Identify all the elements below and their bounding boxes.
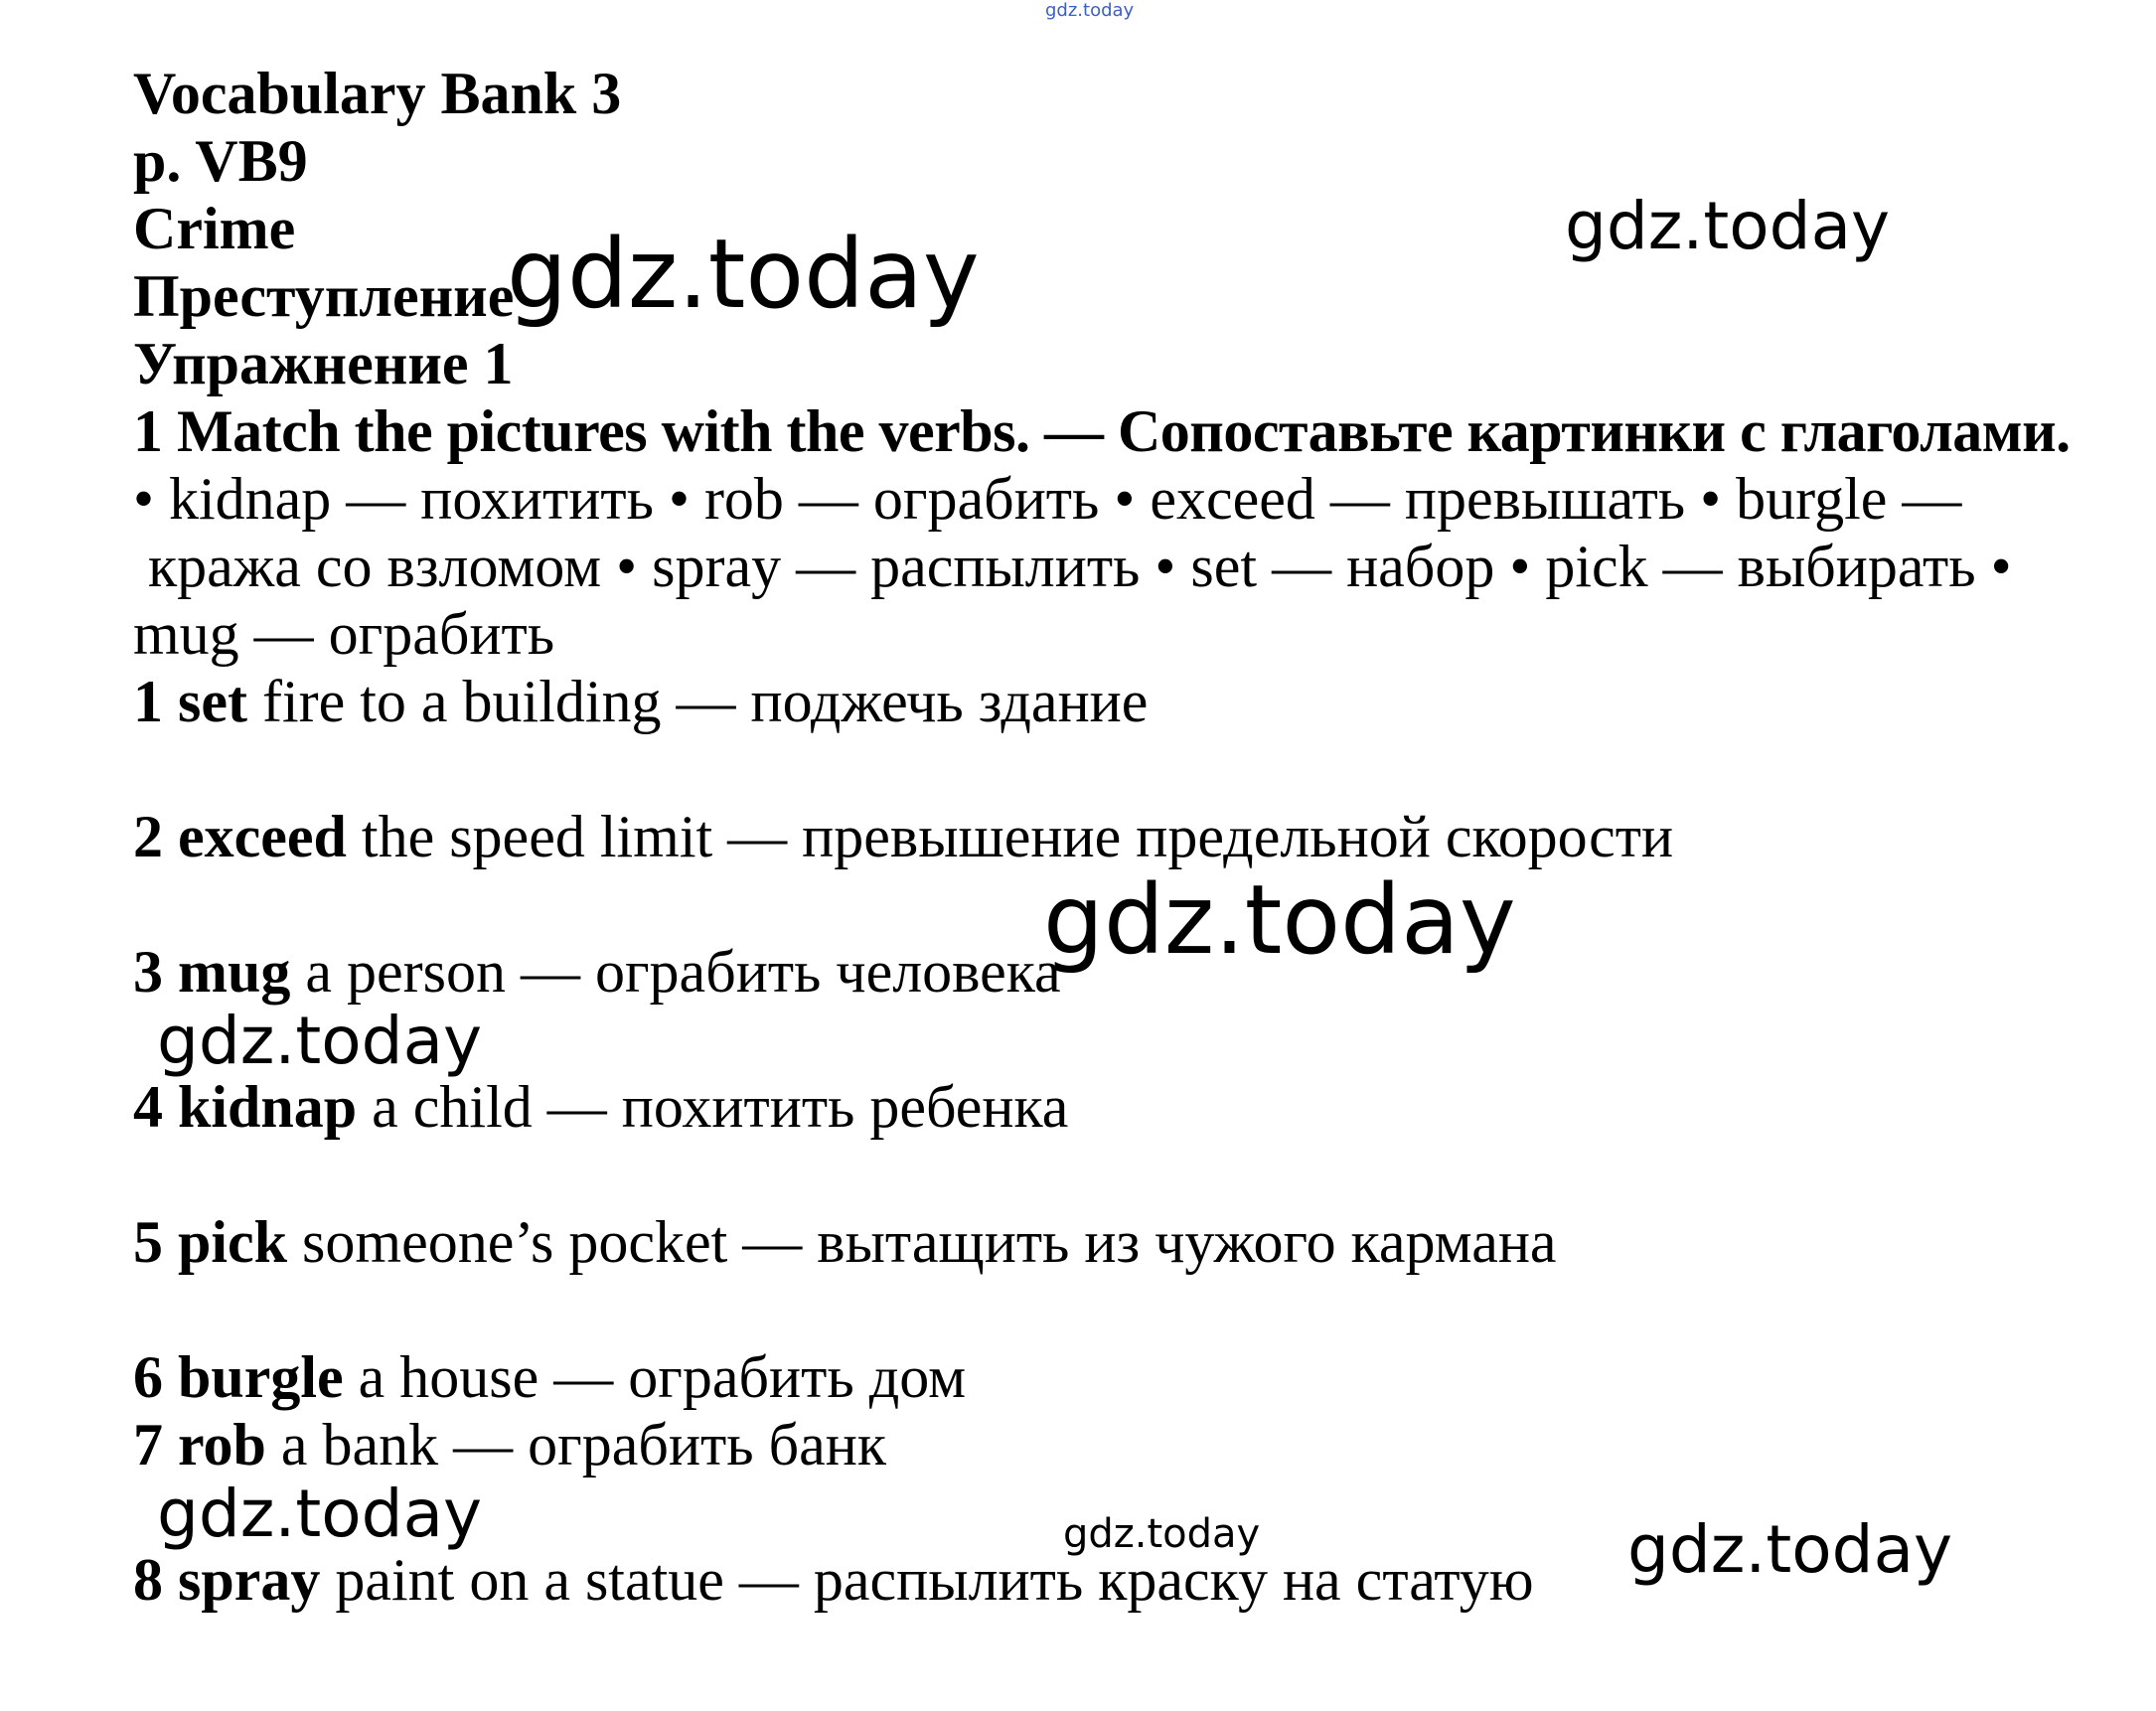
- vocabulary-line-3: mug — ограбить: [133, 601, 555, 667]
- answer-number: 6: [133, 1344, 163, 1410]
- vocabulary-line-2: кража со взломом • spray — распылить • set — набор • pick — выбирать •: [133, 534, 2012, 599]
- answer-verb: spray: [178, 1547, 321, 1613]
- answer-number: 8: [133, 1547, 163, 1613]
- topic-english: Crime: [133, 196, 296, 261]
- answer-verb: burgle: [178, 1344, 344, 1410]
- watermark: gdz.today: [1565, 188, 1891, 264]
- answer-phrase: the speed limit — превышение предельной скорости: [346, 804, 1674, 869]
- answer-verb: exceed: [178, 804, 347, 869]
- watermark: gdz.today: [157, 1476, 483, 1552]
- answer-item: [133, 1208, 1557, 1276]
- answer-item: [133, 1343, 966, 1411]
- answer-number: 4: [133, 1074, 163, 1140]
- answer-number: 3: [133, 939, 163, 1005]
- answer-verb: mug: [178, 939, 291, 1005]
- answer-number: 2: [133, 804, 163, 869]
- answer-item: [133, 668, 1148, 735]
- document-title: Vocabulary Bank 3: [133, 61, 622, 126]
- exercise-heading: Упражнение 1: [133, 331, 514, 396]
- answer-phrase: a child — похитить ребенка: [357, 1074, 1069, 1140]
- answer-item: [133, 803, 1673, 870]
- answer-phrase: paint on a statue — распылить краску на статую: [320, 1547, 1534, 1613]
- answer-phrase: someone’s pocket — вытащить из чужого кармана: [287, 1209, 1557, 1275]
- answer-verb: kidnap: [178, 1074, 358, 1140]
- topic-russian: Преступление: [133, 263, 515, 329]
- answer-verb: rob: [178, 1412, 266, 1478]
- page-reference: p. VB9: [133, 128, 308, 194]
- watermark: gdz.today: [507, 219, 980, 330]
- answer-number: 7: [133, 1412, 163, 1478]
- answer-item: [133, 1073, 1068, 1141]
- answer-number: 5: [133, 1209, 163, 1275]
- watermark: gdz.today: [1043, 864, 1516, 976]
- answer-number: 1: [133, 669, 163, 734]
- vocabulary-line-1: • kidnap — похитить • rob — ограбить • exceed — превышать • burgle —: [133, 466, 1962, 532]
- answer-phrase: a house — ограбить дом: [343, 1344, 967, 1410]
- watermark: gdz.today: [1063, 1511, 1261, 1557]
- answer-item: [133, 1411, 886, 1478]
- exercise-instruction: 1 Match the pictures with the verbs. — Сопоставьте картинки с глаголами.: [133, 398, 2071, 464]
- watermark-top: gdz.today: [1045, 0, 1135, 21]
- watermark: gdz.today: [1627, 1511, 1953, 1588]
- answer-verb: pick: [178, 1209, 288, 1275]
- answer-verb: set: [178, 669, 247, 734]
- watermark: gdz.today: [157, 1003, 483, 1079]
- answer-item: [133, 1546, 1534, 1614]
- answer-phrase: a person — ограбить человека: [290, 939, 1061, 1005]
- answer-item: [133, 938, 1061, 1006]
- answer-phrase: fire to a building — поджечь здание: [246, 669, 1149, 734]
- answer-phrase: a bank — ограбить банк: [265, 1412, 887, 1478]
